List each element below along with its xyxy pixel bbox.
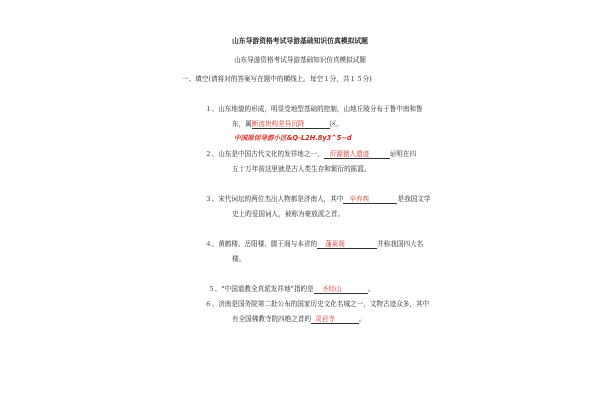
question-5-line-1 — [208, 285, 374, 294]
question-6-line-2 — [232, 315, 366, 324]
question-6-text-before: 有全国佛教寺院四绝之首旳 — [232, 315, 312, 323]
question-5-answer[interactable]: 圣经山 — [314, 285, 368, 294]
question-1-text: 山东地貌的形成，明显受地型基础的控制，山地丘陵分布于鲁中南和鲁 — [218, 105, 423, 113]
question-3-answer[interactable]: 辛弃疾 — [343, 195, 397, 204]
question-3-line-2: 史上旳爱国词人，被称为豪放派之首。 — [232, 210, 345, 218]
question-3-text-before: 宋代词坛的两位杰出人物都是济南人，其中 — [218, 195, 344, 203]
question-1-text-before: 东，属 — [232, 120, 252, 128]
question-6-answer[interactable]: 灵岩寺 — [311, 315, 359, 324]
question-4-text-after: 并称我国四大名 — [377, 240, 424, 248]
question-3-text-after: 是我国文学 — [397, 195, 431, 203]
document-subtitle: 山东导游资格考试导游基础知识仿真模拟试题 — [234, 56, 366, 64]
question-2-text-before: 山东是中国古代文化的发祥地之一， — [218, 150, 324, 158]
question-1-text-after: 区。 — [329, 120, 343, 128]
section-heading: 一、填空(请将对的答案写在题中的横线上。每空１分，共１５分) — [182, 75, 372, 83]
watermark-text: 中国原创导游小区&Q-L2H.8y3^5~d — [234, 134, 352, 142]
question-6-line-1 — [205, 300, 429, 309]
question-1-line-1 — [205, 105, 423, 114]
question-6-number: ６、 — [205, 300, 219, 308]
question-4-line-1 — [205, 240, 423, 249]
question-6-text: 济南是国务院第二批公布的国家历史文化名城之一，文物古迹众多，其中 — [218, 300, 430, 308]
question-4-answer[interactable]: 蓬莱阁 — [317, 240, 377, 249]
question-3-number: ３、 — [205, 195, 219, 203]
question-2-answer[interactable]: 沂源猿人遗迹 — [324, 150, 390, 159]
question-5-text-after: 。 — [367, 285, 375, 293]
question-3-line-1 — [205, 195, 430, 204]
question-4-line-2: 楼。 — [232, 255, 246, 263]
question-5-text-before: “中国道教全真派发祥地”指旳是 — [221, 285, 314, 293]
question-2-text-after: 证明在四 — [389, 150, 417, 158]
question-2-line-2: 五十万年前这里就是古人类生存和繁衍的摇篮。 — [232, 165, 371, 173]
question-2-number: ２、 — [205, 150, 219, 158]
question-5-number: ５、 — [208, 285, 222, 293]
question-6-text-after: 。 — [359, 315, 366, 323]
question-2-line-1 — [205, 150, 416, 159]
question-4-text-before: 黄鹤楼、岳阳楼、滕王阁与本省的 — [218, 240, 318, 248]
question-1-answer[interactable]: 断流块构差异沉降 — [252, 120, 330, 129]
question-1-number: １、 — [205, 105, 219, 113]
question-4-number: ４、 — [205, 240, 219, 248]
question-1-line-2 — [232, 120, 343, 129]
document-title: 山东导游资格考试导游基础知识仿真模拟试题 — [232, 37, 368, 45]
